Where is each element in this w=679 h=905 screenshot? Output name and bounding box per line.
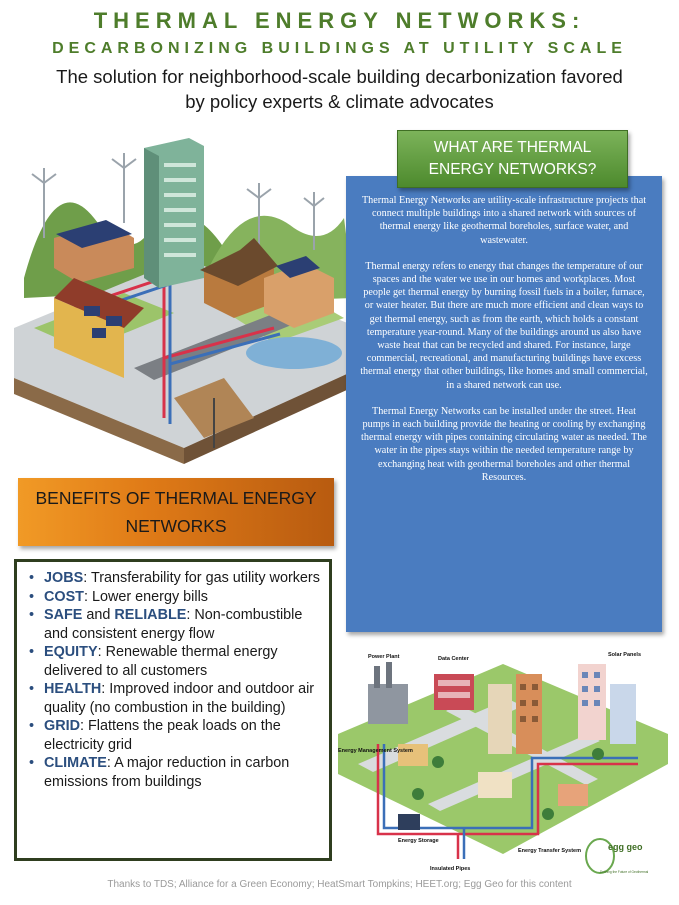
benefits-list (27, 569, 323, 791)
tagline-line-2: by policy experts & climate advocates (185, 91, 494, 112)
city-energy-system-illustration (338, 644, 668, 876)
benefit-separator: and (82, 607, 115, 623)
benefit-key-2: RELIABLE (114, 607, 187, 623)
tagline (20, 64, 659, 114)
what-paragraph-2: Thermal energy refers to energy that changes the temperature of our spaces and the water we use in our homes and workplaces. Most people get thermal energy by burning fossil fuels in a boiler, furnace, or water heater. But there are much more efficient and clean ways to get thermal energy, such as from the earth, which holds a constant temperature year-round. Many of the buildings around us also have waste heat that can be recycled and shared. For instance, large commercial, recreational, and manufacturing buildings have excess thermal energy that other buildings, like homes and small commercial, in a shared network can use. (360, 260, 648, 391)
label-insulated-pipes: Insulated Pipes (430, 866, 471, 872)
benefit-item-cost (44, 588, 323, 607)
benefit-item-safe-reliable (44, 606, 323, 643)
what-are-networks-panel (346, 176, 662, 632)
benefit-text: : A major reduction in carbon emissions from buildings (44, 755, 290, 790)
benefit-key: GRID (44, 718, 80, 734)
label-solar-panels: Solar Panels (608, 652, 642, 658)
benefits-heading: BENEFITS OF THERMAL ENERGY NETWORKS (18, 478, 334, 546)
benefit-text: : Lower energy bills (83, 588, 208, 605)
benefit-text: : Transferability for gas utility workers (83, 570, 320, 586)
page-title: THERMAL ENERGY NETWORKS: (93, 8, 586, 33)
benefit-key: COST (44, 588, 84, 605)
label-energy-management: Energy Management System (338, 748, 413, 754)
what-paragraph-3: Thermal Energy Networks can be installed under the street. Heat pumps in each building provide the heating or cooling by exchanging thermal energy with pipes containing circulating water as needed. The water in the pipes stays within the needed temperature range by exchanging heat with geothermal boreholes and other thermal Resources. (361, 405, 647, 483)
benefit-key: EQUITY (44, 644, 98, 660)
label-power-plant: Power Plant (368, 654, 400, 660)
label-energy-transfer: Energy Transfer System (518, 848, 581, 854)
neighborhood-network-illustration (14, 128, 360, 464)
page-subtitle: DECARBONIZING BUILDINGS AT UTILITY SCALE (52, 40, 627, 57)
tagline-line-1: The solution for neighborhood-scale building decarbonization favored (56, 66, 623, 87)
benefits-list-box (14, 559, 332, 861)
benefit-text: : Improved indoor and outdoor air quality (no combustion in the building) (44, 681, 315, 716)
benefit-item-equity (44, 643, 323, 680)
benefit-key: CLIMATE (44, 755, 107, 771)
benefit-item-climate (44, 754, 323, 791)
credits-footer: Thanks to TDS; Alliance for a Green Economy; HeatSmart Tompkins; HEET.org; Egg Geo for this content (107, 879, 572, 890)
what-paragraph-1: Thermal Energy Networks are utility-scale infrastructure projects that connect multiple buildings into a shared network with sources of thermal energy like geothermal boreholes, surface water, and wastewater. (361, 195, 647, 246)
egg-geo-logo (586, 839, 648, 874)
logo-tagline: Defining the Future of Geothermal (600, 870, 649, 874)
benefit-key: JOBS (44, 570, 84, 586)
label-energy-storage: Energy Storage (398, 838, 439, 844)
benefit-text: : Flattens the peak loads on the electricity grid (44, 718, 281, 753)
benefit-text: : Non-combustible and consistent energy flow (44, 607, 303, 642)
label-data-center: Data Center (438, 656, 469, 662)
logo-text: egg geo (608, 842, 643, 852)
benefit-item-jobs (44, 569, 323, 588)
benefit-key: HEALTH (44, 681, 102, 697)
benefit-key: SAFE (44, 607, 83, 623)
what-are-networks-heading: WHAT ARE THERMAL ENERGY NETWORKS? (397, 130, 628, 188)
benefit-text: : Renewable thermal energy delivered to all customers (44, 644, 278, 679)
benefit-item-health (44, 680, 323, 717)
benefit-item-grid (44, 717, 323, 754)
